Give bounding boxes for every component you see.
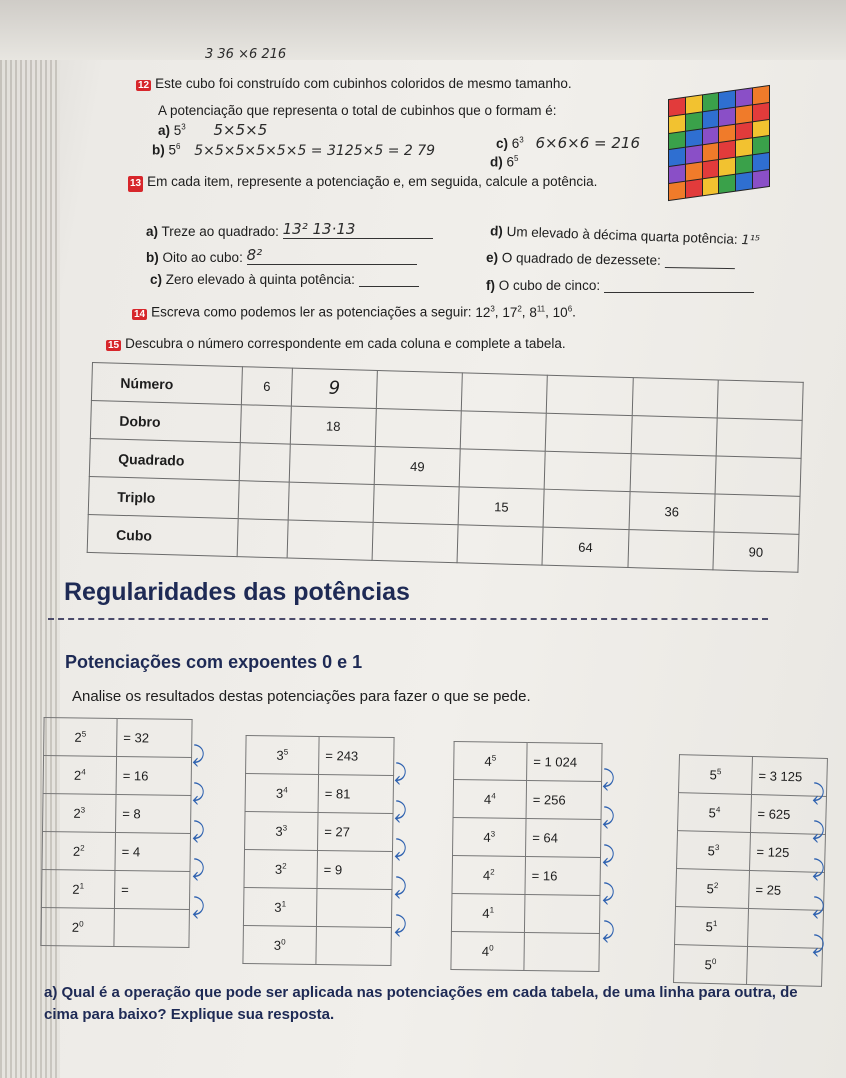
cube-tile — [736, 156, 752, 174]
power-expression: $3^0$ — [243, 925, 317, 964]
option-a: a) $5^3$ 5×5×5 — [158, 121, 268, 139]
cube-tile — [686, 163, 702, 181]
option-c: c) $6^3$ 6×6×6 = 216 — [496, 134, 641, 152]
exercise-12-number: 12 — [138, 80, 150, 91]
handwritten-arrow-icon: ⤸ — [394, 874, 408, 899]
handwritten-arrow-icon: ⤸ — [192, 780, 206, 805]
table-row — [452, 855, 601, 895]
item-13a: a) Treze ao quadrado: 13² 13·13 — [146, 220, 433, 239]
power-expression: $5^1$ — [675, 907, 749, 947]
item-13c: c) Zero elevado à quinta potência: — [150, 272, 419, 287]
power-table-base-5 — [673, 754, 828, 987]
power-table-base-2 — [40, 717, 192, 948]
cube-tile — [686, 112, 702, 130]
power-expression: $4^3$ — [453, 817, 527, 856]
cube-tile — [753, 136, 769, 154]
power-expression: $5^5$ — [679, 755, 753, 795]
cube-tile — [736, 88, 752, 106]
power-expression: $2^2$ — [42, 831, 116, 870]
cube-tile — [669, 148, 685, 166]
table-cell[interactable] — [373, 484, 459, 524]
cube-tile — [669, 182, 685, 200]
table-row — [42, 831, 191, 871]
row-header: Cubo — [87, 514, 238, 556]
power-value[interactable] — [316, 888, 392, 927]
table-cell[interactable] — [372, 522, 458, 562]
table-cell[interactable] — [716, 418, 802, 458]
handwritten-arrow-icon: ⤸ — [812, 932, 826, 957]
handwriting-c: 6×6×6 = 216 — [535, 134, 641, 152]
table-cell[interactable] — [714, 494, 800, 534]
power-expression: $4^2$ — [452, 855, 526, 894]
table-row — [453, 779, 602, 819]
table-cell[interactable] — [715, 456, 801, 496]
table-cell[interactable] — [237, 519, 288, 558]
exercise-14-number: 14 — [134, 308, 146, 320]
table-cell[interactable] — [288, 482, 374, 522]
table-row — [41, 869, 190, 909]
cube-tile — [736, 139, 752, 157]
power-17-2: $17^2$ — [502, 304, 522, 320]
table-cell[interactable] — [459, 449, 545, 489]
table-cell[interactable]: 15 — [458, 487, 544, 527]
exercise-12-question: A potenciação que representa o total de cubinhos que o formam é: — [158, 103, 557, 118]
margin-handwriting: 3 36 ×6 216 — [205, 47, 287, 62]
handwritten-arrow-icon: ⤸ — [602, 804, 616, 829]
cube-tile — [669, 98, 685, 116]
table-cell[interactable] — [287, 520, 373, 560]
power-value[interactable]: = 25 — [749, 870, 825, 910]
table-row — [454, 741, 603, 781]
table-cell[interactable] — [717, 380, 803, 420]
power-expression: $2^1$ — [41, 869, 115, 908]
number-table — [87, 362, 804, 573]
power-expression: $5^3$ — [677, 831, 751, 871]
table-cell[interactable] — [631, 416, 717, 456]
table-cell[interactable] — [632, 378, 718, 418]
power-expression: $3^4$ — [245, 773, 319, 812]
table-row — [243, 887, 392, 927]
power-value[interactable]: = 16 — [116, 756, 192, 795]
cube-tile — [753, 120, 769, 138]
handwritten-arrow-icon: ⤸ — [192, 818, 206, 843]
cube-tile — [736, 172, 752, 190]
handwritten-arrow-icon: ⤸ — [394, 836, 408, 861]
table-row — [246, 735, 395, 775]
table-row — [245, 773, 394, 813]
handwritten-arrow-icon: ⤸ — [192, 856, 206, 881]
power-expression: $4^5$ — [454, 741, 528, 780]
table-cell[interactable] — [547, 375, 633, 415]
power-value[interactable] — [524, 932, 600, 971]
table-row — [244, 849, 393, 889]
power-expression: $4^0$ — [451, 931, 525, 970]
table-row — [679, 755, 828, 797]
table-cell[interactable] — [457, 525, 543, 565]
power-expression: $3^3$ — [245, 811, 319, 850]
power-expression: $5^2$ — [676, 869, 750, 909]
power-value[interactable]: = 243 — [319, 736, 395, 775]
handwritten-arrow-icon: ⤸ — [394, 760, 408, 785]
exercise-15-statement: 15 Descubra o número correspondente em cada coluna e complete a tabela. — [108, 336, 566, 351]
table-row — [41, 907, 190, 947]
cube-tile — [703, 127, 719, 145]
exercise-13-number: 13 — [128, 176, 143, 192]
row-header: Dobro — [90, 400, 241, 442]
power-8-11: $8^{11}$ — [529, 304, 546, 320]
cube-tile — [753, 86, 769, 104]
cube-tile — [703, 110, 719, 128]
table-cell[interactable]: 49 — [374, 446, 460, 486]
power-value[interactable]: = 625 — [750, 794, 826, 834]
table-cell[interactable] — [545, 451, 631, 491]
power-value[interactable]: = 27 — [318, 812, 394, 851]
cube-tile — [719, 91, 735, 109]
table-cell[interactable] — [240, 405, 291, 444]
power-expression: $4^1$ — [451, 893, 525, 932]
cube-tile — [719, 108, 735, 126]
table-row — [451, 931, 600, 971]
handwritten-arrow-icon: ⤸ — [192, 742, 206, 767]
option-b: b) $5^6$ 5×5×5×5×5×5 = 3125×5 = 2 79 — [152, 142, 436, 159]
table-cell[interactable]: 36 — [629, 492, 715, 532]
option-d: d) $6^5$ — [490, 154, 519, 170]
table-cell[interactable] — [238, 481, 289, 520]
item-13d: d) Um elevado à décima quarta potência: 1¹⁵ — [489, 223, 761, 249]
power-expression: $3^5$ — [246, 735, 320, 774]
table-row — [44, 717, 193, 757]
power-expression: $5^0$ — [674, 945, 748, 985]
handwritten-arrow-icon: ⤸ — [812, 818, 826, 843]
table-row — [243, 925, 392, 965]
cube-tile — [669, 115, 685, 133]
item-13e: e) O quadrado de dezessete: — [486, 250, 735, 269]
power-value[interactable]: = 64 — [526, 818, 602, 857]
power-12-3: $12^3$ — [475, 304, 495, 320]
table-row — [43, 793, 192, 833]
handwritten-arrow-icon: ⤸ — [602, 918, 616, 943]
power-value[interactable]: = 81 — [318, 774, 394, 813]
table-cell[interactable] — [376, 370, 462, 410]
row-header: Triplo — [88, 476, 239, 518]
power-expression: $3^2$ — [244, 849, 318, 888]
cube-tile — [736, 105, 752, 123]
row-header: Número — [91, 363, 242, 405]
table-cell[interactable] — [546, 413, 632, 453]
cube-tile — [686, 95, 702, 113]
section-title: Regularidades das potências — [64, 578, 410, 606]
row-header: Quadrado — [89, 438, 240, 480]
power-value[interactable]: = 3 125 — [751, 757, 827, 797]
power-value[interactable] — [316, 926, 392, 965]
exercise-15-number: 15 — [108, 340, 120, 351]
exercise-14-statement: 14 Escreva como podemos ler as potenciações a seguir: $12^3$, $17^2$, $8^{11}$, $10^6$. — [134, 304, 576, 320]
exercise-12-statement: 12 Este cubo foi construído com cubinhos coloridos de mesmo tamanho. — [138, 76, 572, 91]
table-row — [245, 811, 394, 851]
table-cell[interactable] — [630, 454, 716, 494]
table-cell[interactable] — [628, 530, 714, 570]
cube-tile — [753, 103, 769, 121]
table-row — [676, 869, 825, 911]
power-table-base-3 — [242, 735, 394, 966]
table-cell[interactable]: 6 — [241, 367, 292, 406]
power-value[interactable]: = 125 — [750, 832, 826, 872]
cube-tile — [686, 146, 702, 164]
table-cell[interactable] — [375, 408, 461, 448]
power-expression: $2^4$ — [43, 755, 117, 794]
handwritten-arrow-icon: ⤸ — [602, 842, 616, 867]
power-expression: $2^0$ — [41, 907, 115, 946]
power-value[interactable]: = 256 — [526, 780, 602, 819]
cube-tile — [719, 175, 735, 193]
power-expression: $5^4$ — [678, 793, 752, 833]
handwriting-b: 5×5×5×5×5×5 = 3125×5 = 2 79 — [194, 142, 436, 159]
power-value[interactable]: = 32 — [117, 718, 193, 757]
table-row — [674, 945, 823, 987]
power-value[interactable] — [524, 894, 600, 933]
power-value[interactable]: = — [114, 870, 190, 909]
cube-tile — [719, 124, 735, 142]
cube-tile — [703, 93, 719, 111]
cube-tile — [719, 158, 735, 176]
table-row — [675, 907, 824, 949]
table-row — [453, 817, 602, 857]
colored-cube-illustration — [668, 85, 770, 201]
table-cell[interactable] — [460, 411, 546, 451]
power-10-6: $10^6$ — [552, 304, 573, 320]
handwritten-arrow-icon: ⤸ — [812, 894, 826, 919]
cube-tile — [686, 129, 702, 147]
item-13b: b) Oito ao cubo: 8² — [146, 246, 417, 265]
power-expression: $2^5$ — [44, 717, 118, 756]
power-expression: $2^3$ — [43, 793, 117, 832]
table-cell[interactable]: 64 — [542, 527, 628, 567]
cube-tile — [719, 141, 735, 159]
cube-tile — [703, 160, 719, 178]
table-cell[interactable] — [543, 489, 629, 529]
item-13f: f) O cubo de cinco: — [486, 278, 754, 293]
table-row — [678, 793, 827, 835]
cube-tile — [753, 170, 769, 188]
handwritten-arrow-icon: ⤸ — [394, 798, 408, 823]
power-value[interactable]: = 8 — [116, 794, 192, 833]
power-table-base-4 — [450, 741, 602, 972]
section-subtitle: Potenciações com expoentes 0 e 1 — [65, 652, 363, 672]
power-expression: $3^1$ — [243, 887, 317, 926]
cube-tile — [703, 177, 719, 195]
handwritten-arrow-icon: ⤸ — [192, 894, 206, 919]
table-cell[interactable]: 90 — [713, 532, 799, 572]
power-value[interactable] — [114, 908, 190, 947]
cube-tile — [736, 122, 752, 140]
handwritten-arrow-icon: ⤸ — [812, 780, 826, 805]
power-expression: $4^4$ — [453, 779, 527, 818]
question-a: a) Qual é a operação que pode ser aplicada nas potenciações em cada tabela, de uma linha para outra, de cima para baixo? Explique sua resposta. — [44, 984, 798, 1023]
handwritten-arrow-icon: ⤸ — [812, 856, 826, 881]
cube-tile — [753, 153, 769, 171]
cube-tile — [669, 131, 685, 149]
section-divider — [48, 618, 768, 620]
handwritten-arrow-icon: ⤸ — [394, 912, 408, 937]
table-cell[interactable]: 9 — [291, 368, 377, 408]
exercise-13-statement: 13 Em cada item, represente a potenciação e, em seguida, calcule a potência. — [128, 174, 648, 192]
handwriting-a: 5×5×5 — [213, 121, 268, 139]
power-value[interactable]: = 4 — [115, 832, 191, 871]
table-cell[interactable] — [239, 443, 290, 482]
cube-tile — [703, 144, 719, 162]
power-value[interactable]: = 9 — [317, 850, 393, 889]
table-cell[interactable]: 18 — [290, 406, 376, 446]
table-cell[interactable] — [289, 444, 375, 484]
table-row — [43, 755, 192, 795]
handwritten-arrow-icon: ⤸ — [602, 766, 616, 791]
power-value[interactable]: = 1 024 — [527, 742, 603, 781]
handwritten-arrow-icon: ⤸ — [602, 880, 616, 905]
table-cell[interactable] — [462, 373, 548, 413]
top-background — [0, 0, 846, 60]
cube-tile — [669, 165, 685, 183]
cube-tile — [686, 180, 702, 198]
table-row — [677, 831, 826, 873]
power-value[interactable]: = 16 — [525, 856, 601, 895]
table-row — [451, 893, 600, 933]
section-intro: Analise os resultados destas potenciações para fazer o que se pede. — [72, 688, 531, 705]
